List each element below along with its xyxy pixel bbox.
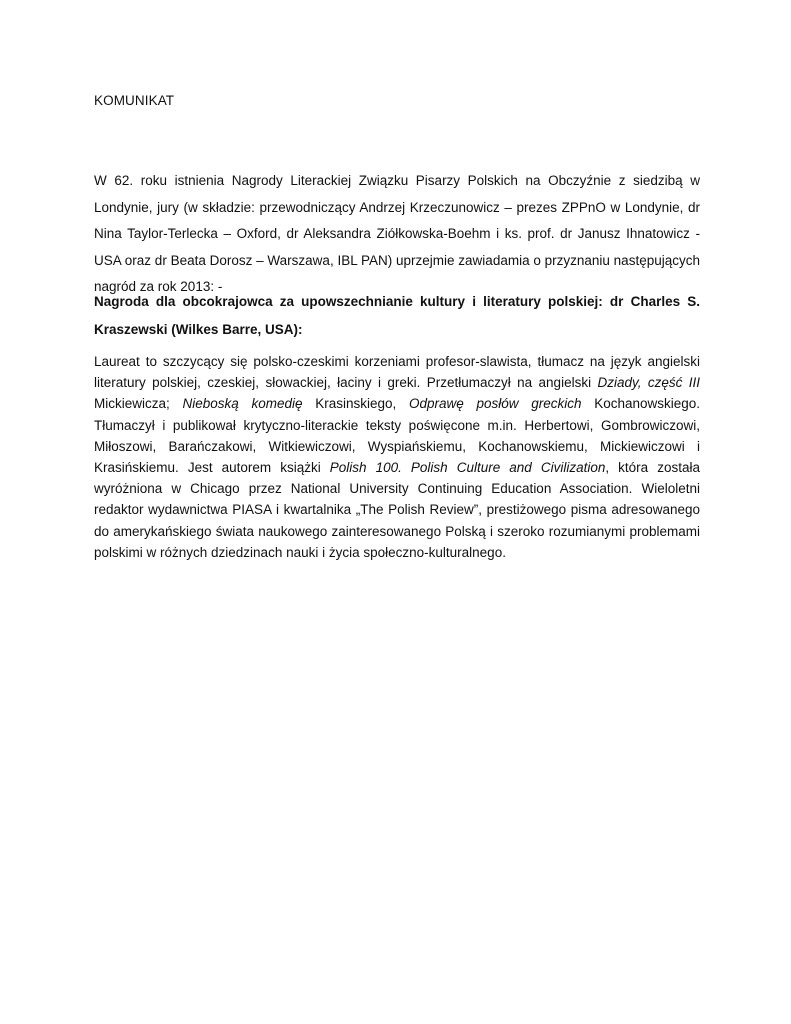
- intro-paragraph: W 62. roku istnienia Nagrody Literackiej Związku Pisarzy Polskich na Obczyźnie z siedzibą w Londynie, jury (w składzie: przewodniczący Andrzej Krzeczunowicz – prezes ZPPnO w Londynie, dr Nina Taylor-Terlecka – Oxford, dr Aleksandra Ziółkowska-Boehm i ks. prof. dr Janusz Ihnatowicz - USA oraz dr Beata Dorosz – Warszawa, IBL PAN) uprzejmie zawiadamia o przyznaniu następujących nagród za rok 2013: -: [94, 173, 700, 294]
- book-title: Polish 100. Polish Culture and Civilization: [329, 460, 606, 476]
- laureate-description: [94, 351, 700, 563]
- text-run: Mickiewicza;: [94, 396, 183, 412]
- text-run: , która została wyróżniona w Chicago przez National University Continuing Education Association. Wieloletni redaktor wydawnictwa PIASA i kwartalnika „The Polish Review”, prestiżowego pisma adresowanego do amerykańskiego świata naukowego zainteresowanego Polską i szeroko rozumianymi problemami polskimi w różnych dziedzinach nauki i życia społeczno-kulturalnego.: [94, 460, 700, 560]
- text-run: Kochanowskiego. Tłumaczył i publikował krytyczno-literackie teksty poświęcone m.in. Herbertowi, Gombrowiczowi, Miłoszowi, Barańczakowi, Witkiewiczowi, Wyspiańskiemu, Kochanowskiemu, Mickiewiczowi i Krasińskiemu. Jest autorem książki: [94, 396, 701, 476]
- document-heading: KOMUNIKAT: [94, 93, 175, 108]
- work-title: Dziady, część III: [597, 375, 700, 391]
- text-run: Laureat to szczycący się polsko-czeskimi korzeniami profesor-slawista, tłumacz na język angielski literatury polskiej, czeskiej, słowackiej, łaciny i greki. Przetłumaczył na angielski: [94, 354, 700, 391]
- work-title: Nieboską komedię: [182, 396, 303, 412]
- text-run: Krasinskiego,: [302, 396, 409, 412]
- work-title: Odprawę posłów greckich: [408, 396, 582, 412]
- prize-title: Nagroda dla obcokrajowca za upowszechnianie kultury i literatury polskiej: dr Charles S. Kraszewski (Wilkes Barre, USA):: [94, 294, 700, 337]
